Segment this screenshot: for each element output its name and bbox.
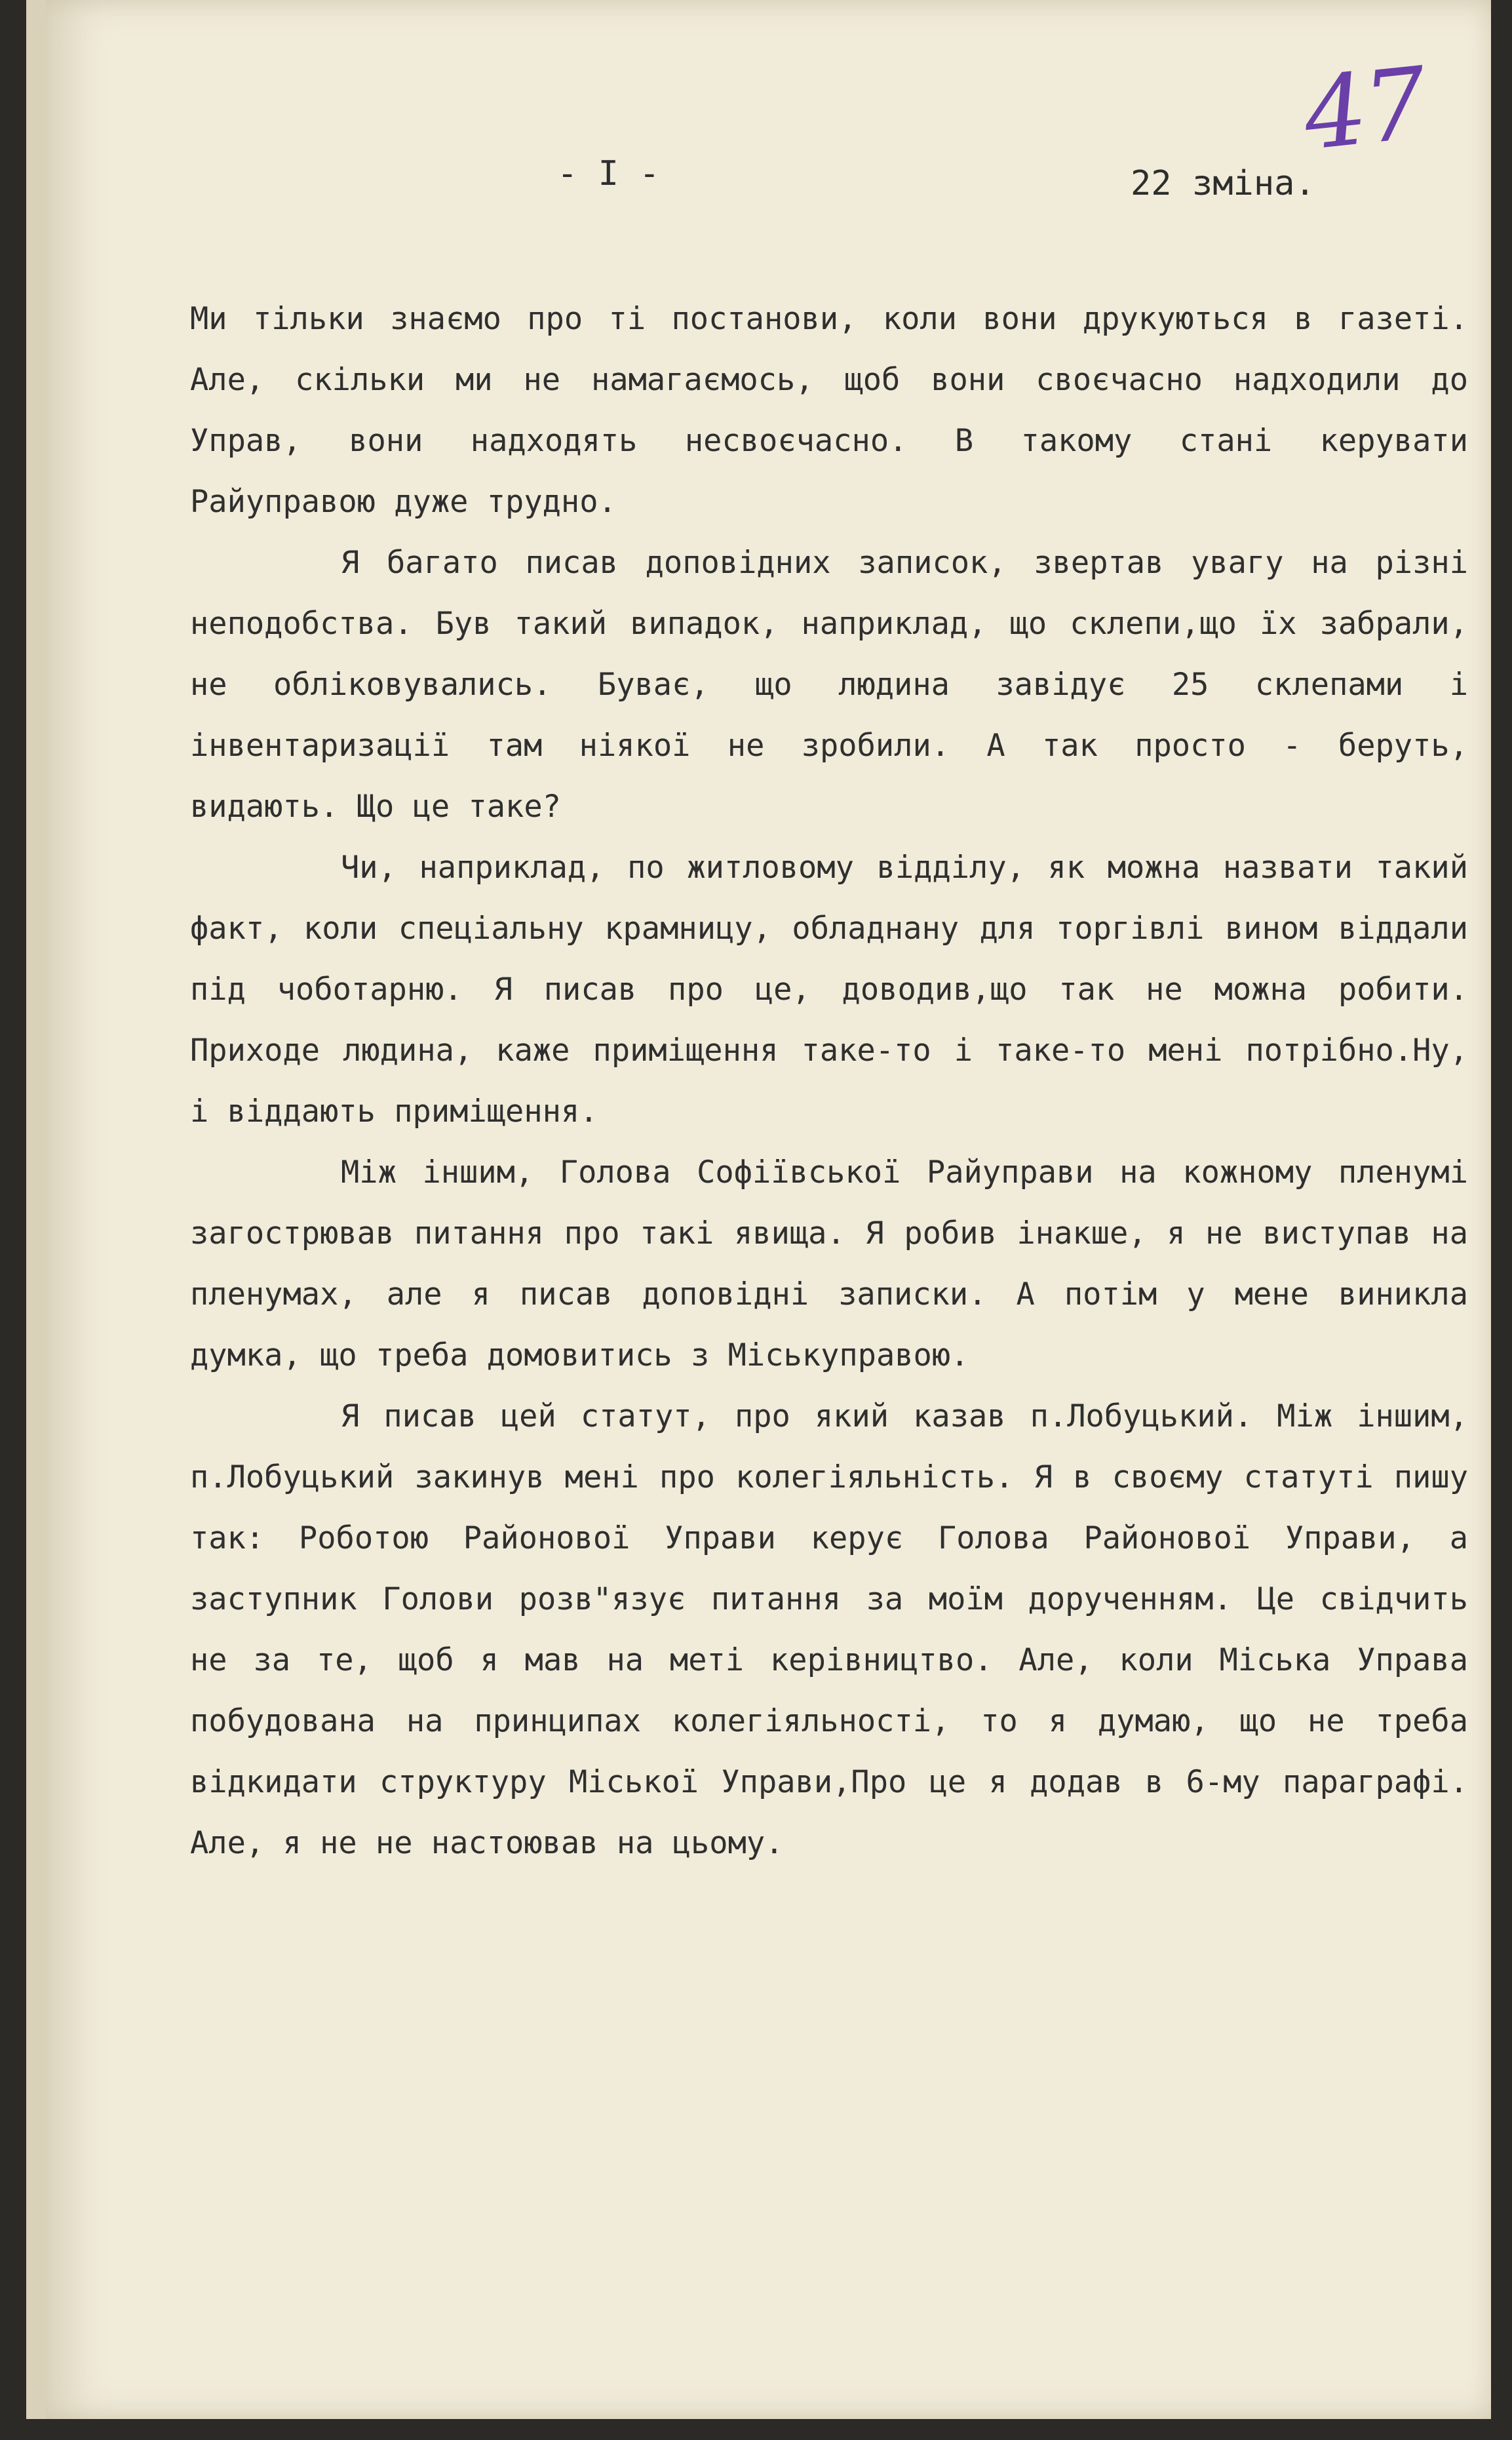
document-date: 22 зміна. bbox=[1131, 164, 1315, 203]
page-number: - I - bbox=[557, 154, 660, 193]
document-body bbox=[190, 288, 1468, 1874]
paragraph-1: Ми тільки знаємо про ті постанови, коли вони друкуються в газеті. Але, скільки ми не намагаємось, щоб вони своєчасно надходили до Управ, вони надходять несвоєчасно. В такому стані керувати Райуправою дуже трудно. bbox=[190, 301, 1468, 520]
archive-folio-number: 47 bbox=[1298, 46, 1430, 173]
paragraph-2: Я багато писав доповідних записок, звертав увагу на різні неподобства. Був такий випадок, наприклад, що склепи,що їх забрали, не обліковувались. Буває, що людина завідує 25 склепами і інвентаризації там ніякої не зробили. А так просто - беруть, видають. Що це таке? bbox=[190, 545, 1468, 825]
paragraph-4: Між іншим, Голова Софіївської Райуправи на кожному пленумі загострював питання про такі явища. Я робив інакше, я не виступав на пленумах, але я писав доповідні записки. А потім у мене виникла думка, що треба домовитись з Міськуправою. bbox=[190, 1154, 1468, 1373]
paragraph-3: Чи, наприклад, по житловому відділу, як можна назвати такий факт, коли спеціальну крамницу, обладнану для торгівлі вином віддали під чоботарню. Я писав про це, доводив,що так не можна робити. Приходе людина, каже приміщення таке-то і таке-то мені потрібно.Ну, і віддають приміщення. bbox=[190, 850, 1468, 1130]
paragraph-5: Я писав цей статут, про який казав п.Лобуцький. Між іншим, п.Лобуцький закинув мені про колегіяльність. Я в своєму статуті пишу так: Роботою Районової Управи керує Голова Районової Управи, а заступник Голови розв"язує питання за моїм дорученням. Це свідчить не за те, щоб я мав на меті керівництво. Але, коли Міська Управа побудована на принципах колегіяльності, то я думаю, що не треба відкидати структуру Міської Управи,Про це я додав в 6-му параграфі. Але, я не не настоював на цьому. bbox=[190, 1398, 1468, 1861]
